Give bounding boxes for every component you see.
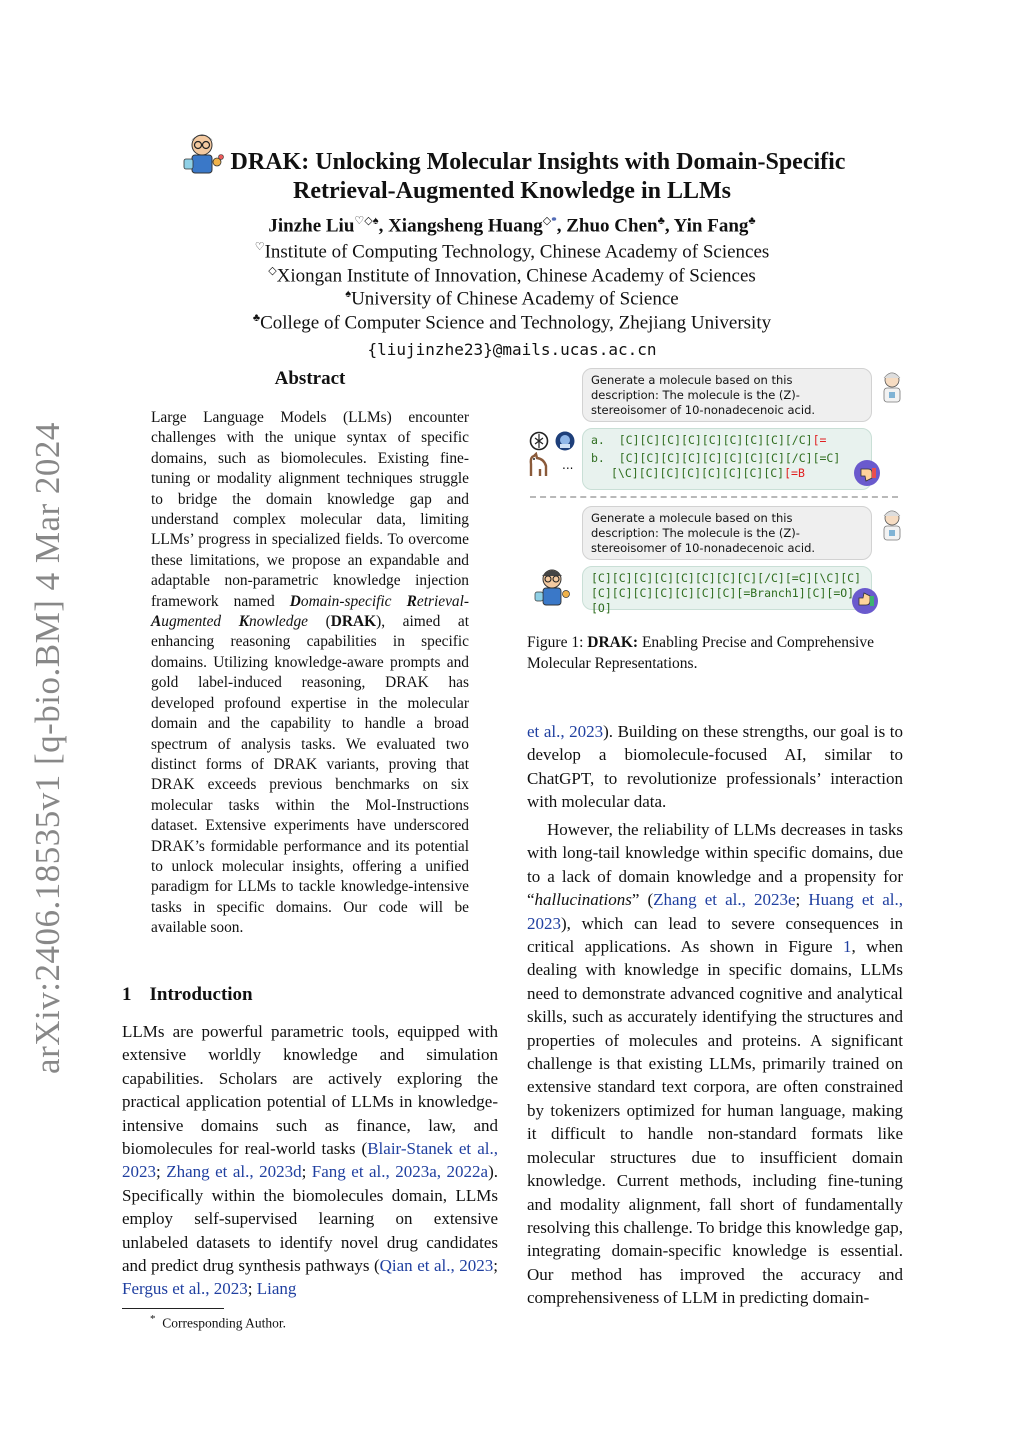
prompt-bubble-2: Generate a molecule based on this description: The molecule is the (Z)-stereoisomer of 10-nonadecenoic acid. <box>582 506 872 560</box>
figure-1-caption <box>527 632 903 674</box>
title-line-2: Retrieval-Augmented Knowledge in LLMs <box>293 178 731 204</box>
answer-a-error: [= <box>812 433 827 447</box>
footnote <box>150 1313 286 1332</box>
affiliation-4-text: College of Computer Science and Technology, Zhejiang University <box>260 312 772 334</box>
author-1-marks: ♡◇♠ <box>354 215 379 227</box>
drak-answer-bubble: [C][C][C][C][C][C][C][C][/C][=C][\C][C][C][C][C][C][C][C][C][=Branch1][C][=O][O] <box>582 566 872 610</box>
intro-sep-1: ; <box>156 1162 167 1182</box>
section-heading-introduction <box>122 984 253 1006</box>
author-2: , Xiangsheng Huang <box>378 215 543 237</box>
arxiv-identifier-text: arXiv:2406.18535v1 [q-bio.BM] 4 Mar 2024 <box>28 422 67 1074</box>
affiliation-2 <box>120 264 904 287</box>
caption-label: Figure 1: <box>527 634 584 651</box>
right-text-0: ). Building on these strengths, our goal is to develop a biomolecule-focused AI, similar to ChatGPT, to revolutionize professionals’ interaction with molecular data. <box>527 722 903 812</box>
citation-fang[interactable]: Fang et al., 2023a, 2022a <box>311 1162 489 1182</box>
citation-huang[interactable]: Huang et al., 2023 <box>527 890 903 933</box>
right-text-1b: ” ( <box>631 890 654 910</box>
affiliation-1-mark: ♡ <box>254 241 265 253</box>
citation-blair-stanek[interactable]: Blair-Stanek et al., 2023 <box>122 1139 498 1182</box>
affiliation-4 <box>120 312 904 334</box>
affiliation-3 <box>120 288 904 310</box>
affiliation-4-mark: ♣ <box>252 312 261 324</box>
thumbs-up-icon <box>850 586 880 616</box>
answer-b-error: [=B <box>784 466 805 480</box>
affiliation-2-text: Xiongan Institute of Innovation, Chinese Academy of Sciences <box>276 265 756 287</box>
answer-b-text: [C][C][C][C][C][C][C][C][/C][=C][\C][C][C][C][C][C][C][C] <box>611 451 841 480</box>
abstract-name-r-rest: etrieval- <box>416 592 469 610</box>
citation-liang[interactable]: Liang <box>256 1279 297 1299</box>
right-sep-1: ; <box>795 890 809 910</box>
right-emphasis: hallucinations <box>534 890 632 910</box>
abstract-acronym: DRAK <box>330 613 377 631</box>
figure-ref-1[interactable]: 1 <box>843 937 852 957</box>
answer-a-text: [C][C][C][C][C][C][C][C][/C] <box>618 433 813 447</box>
author-2-marks: ◇ <box>542 215 552 227</box>
contact-email[interactable]: {liujinzhe23}@mails.ucas.ac.cn <box>367 340 657 359</box>
thumbs-down-icon <box>852 458 882 488</box>
scientist-avatar-icon <box>878 370 906 404</box>
section-title: Introduction <box>149 984 253 1005</box>
footnote-rule <box>122 1308 224 1309</box>
prompt-bubble-1: Generate a molecule based on this description: The molecule is the (Z)-stereoisomer of 10-nonadecenoic acid. <box>582 368 872 422</box>
scientist-avatar-icon <box>878 508 906 542</box>
citation-zhang-2023d[interactable]: Zhang et al., 2023d <box>166 1162 302 1182</box>
answer-b-line <box>591 451 863 481</box>
intro-text-2: ). Specifically within the biomolecules domain, LLMs employ self-supervised learning on extensive unlabeled datasets to identify novel drug candidates and predict drug synthesis pathways ( <box>122 1162 498 1276</box>
affiliation-2-mark: ◇ <box>268 265 277 277</box>
intro-sep-4: ; <box>247 1279 257 1299</box>
model-logo-icon <box>554 430 576 452</box>
answer-a-label: a. <box>591 433 605 447</box>
abstract-name-k-rest: nowledge <box>249 613 308 631</box>
right-paragraph-2 <box>527 818 903 1310</box>
intro-text-1: LLMs are powerful parametric tools, equipped with extensive worldly knowledge and simulation capabilities. Scholars are actively exploring the practical application potential of LLMs in knowledge-intensive domains such as finance, law, and biomolecules for real-world tasks ( <box>122 1022 498 1159</box>
author-4: , Yin Fang <box>664 215 749 237</box>
footnote-mark: * <box>150 1313 156 1325</box>
openai-logo-icon <box>528 430 550 452</box>
abstract-text-2: ), aimed at enhancing reasoning capabilities in specific domains. Utilizing knowledge-aware prompts and gold label-induced reasoning, DRAK has developed profound expertise in the molecular domain and the capability to handle a broad spectrum of analysis tasks. We evaluated two distinct forms of DRAK variants, proving that DRAK exceeds previous benchmarks on six molecular tasks within the Mol-Instructions dataset. Extensive experiments have underscored DRAK’s formidable performance and its potential to unlock molecular insights, offering a unified paradigm for LLMs to tackle knowledge-intensive tasks in specific domains. Our code will be available soon. <box>151 613 469 937</box>
footnote-text: Corresponding Author. <box>162 1315 286 1331</box>
abstract-name-a: A <box>151 613 162 631</box>
right-text-1: However, the reliability of LLMs decreases in tasks with long-tail knowledge within specific domains, due to a lack of domain knowledge and a propensity for “ <box>527 820 903 910</box>
intro-paragraph <box>122 1020 498 1301</box>
affiliation-1 <box>120 240 904 263</box>
affiliation-3-mark: ♠ <box>345 288 352 300</box>
corresponding-mark[interactable]: * <box>551 215 557 227</box>
scientist-mascot-icon <box>179 131 225 177</box>
answer-a-line <box>591 433 863 448</box>
caption-text: Enabling Precise and Comprehensive Molecular Representations. <box>527 634 874 672</box>
answer-b-label: b. <box>591 451 605 465</box>
arxiv-identifier <box>28 418 68 1078</box>
abstract-name-d: D <box>289 592 301 610</box>
author-1: Jinzhe Liu <box>268 215 355 237</box>
citation-fergus[interactable]: Fergus et al., 2023 <box>122 1279 248 1299</box>
caption-bold: DRAK: <box>587 634 639 651</box>
author-3-marks: ♣ <box>657 215 665 227</box>
abstract-acro-open: ( <box>308 613 331 631</box>
figure-divider <box>530 496 898 498</box>
author-4-marks: ♣ <box>748 215 756 227</box>
citation-zhang-2023e[interactable]: Zhang et al., 2023e <box>653 890 796 910</box>
citation-liang-cont[interactable]: et al., 2023 <box>527 722 604 741</box>
paper-title <box>120 148 904 206</box>
affiliation-3-text: University of Chinese Academy of Science <box>351 288 679 310</box>
author-list <box>120 214 904 237</box>
affiliation-1-text: Institute of Computing Technology, Chinese Academy of Sciences <box>264 241 770 263</box>
abstract-name-d-rest: omain-specific <box>300 592 407 610</box>
right-text-3: , when dealing with knowledge in specific domains, LLMs need to demonstrate advanced cognitive and analytical skills, such as accurately identifying the structures and properties of molecules and proteins. A significant challenge is that existing LLMs, primarily trained on extensive standard text corpora, are often constrained by tokenizers optimized for human language, making it difficult to handle non-standard formats like molecular structures due to insufficient domain knowledge. Current methods, including fine-tuning and modality alignment, fall short of fundamentally resolving this challenge. To bridge this knowledge gap, integrating domain-specific knowledge is essential. Our method has improved the accuracy and comprehensiveness of LLM in predicting domain- <box>527 937 903 1308</box>
abstract-body <box>151 408 469 939</box>
llama-icon <box>526 452 552 478</box>
wrong-answers-bubble <box>582 428 872 490</box>
abstract-name-r: R <box>406 592 417 610</box>
ellipsis-text: ... <box>562 458 574 472</box>
abstract-heading: Abstract <box>274 368 346 389</box>
right-paragraph-1 <box>527 720 903 814</box>
abstract-text-1: Large Language Models (LLMs) encounter challenges with the unique syntax of specific domains, such as biomolecules. Existing fine-tuning or modality alignment techniques struggle to bridge the domain knowledge gap and understand complex molecular data, limiting LLMs’ progress in specialized fields. To overcome these limitations, we propose an expandable and adaptable non-parametric knowledge injection framework named <box>151 409 469 610</box>
abstract-name-a-rest: ugmented <box>161 613 222 631</box>
section-number: 1 <box>122 984 132 1005</box>
intro-sep-3: ; <box>493 1256 498 1276</box>
right-text-2: ), which can lead to severe consequences in critical applications. As shown in Figure <box>527 913 903 957</box>
drak-mascot-icon <box>532 566 572 608</box>
author-3: , Zhuo Chen <box>556 215 658 237</box>
intro-sep-2: ; <box>301 1162 312 1182</box>
title-line-1: DRAK: Unlocking Molecular Insights with Domain-Specific <box>230 149 846 175</box>
citation-qian[interactable]: Qian et al., 2023 <box>379 1256 494 1276</box>
abstract-name-k: K <box>238 613 249 631</box>
